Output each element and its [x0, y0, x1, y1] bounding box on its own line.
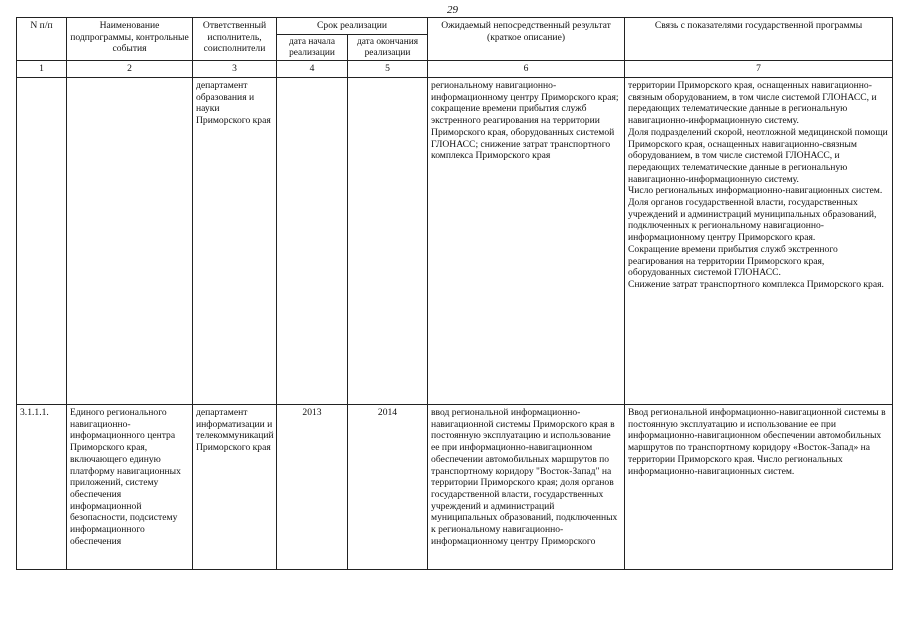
table-row [17, 78, 893, 405]
page-number: 29 [447, 4, 458, 16]
cell-result: ввод региональной информационно-навигационной системы Приморского края в постоянную эксплуатацию и использование ее при информационно-навигационном обеспечении автомобильных маршрутов по транспортному коридору "Восток-Запад" на территории Приморского края; доля органов государственной власти, государственных учреждений и администраций муниципальных образований, подключенных к региональному навигационно-информационному центру Приморского [428, 405, 625, 570]
column-number: 7 [625, 61, 893, 78]
column-number: 4 [277, 61, 348, 78]
header-result: Ожидаемый непосредственный результат (краткое описание) [428, 18, 625, 61]
column-number: 1 [17, 61, 67, 78]
header-name: Наименование подпрограммы, контрольные события [67, 18, 193, 61]
cell-num: 3.1.1.1. [17, 405, 67, 570]
cell-link: Ввод региональной информационно-навигационной системы в постоянную эксплуатацию и использование ее при информационно-навигационном обеспечении автомобильных маршрутов по транспортному коридору «Восток-Запад» на территории Приморского края. Число региональных информационно-навигационных систем. [625, 405, 893, 570]
cell-name [67, 78, 193, 405]
header-row [17, 18, 893, 35]
cell-start [277, 78, 348, 405]
cell-name: Единого регионального навигационно-информационного центра Приморского края, включающего единую платформу навигационных приложений, систему обеспечения информационной безопасности, подсистему информационного обеспечения [67, 405, 193, 570]
header-period: Срок реализации [277, 18, 428, 35]
cell-executor: департамент образования и науки Приморского края [193, 78, 277, 405]
table-row [17, 405, 893, 570]
cell-result: региональному навигационно-информационному центру Приморского края; сокращение времени прибытия служб экстренного реагирования на территории Приморского края, оборудованных системой ГЛОНАСС; снижение затрат транспортного комплекса Приморского края [428, 78, 625, 405]
header-start-date: дата начала реализации [277, 34, 348, 61]
header-link: Связь с показателями государственной программы [625, 18, 893, 61]
program-table [16, 17, 893, 570]
header-num: N п/п [17, 18, 67, 61]
column-number: 2 [67, 61, 193, 78]
cell-link: территории Приморского края, оснащенных навигационно-связным оборудованием, в том числе системой ГЛОНАСС, и передающих телематические данные в региональную навигационно-информационную систему. Доля подразделений скорой, неотложной медицинской помощи Приморского края, оснащенных навигационно-связным оборудованием, в том числе системой ГЛОНАСС, и передающих телематические данные в региональную навигационно-информационную систему. Число региональных информационно-навигационных систем. Доля органов государственной власти, государственных учреждений и администраций муниципальных образований, подключенных к региональному навигационно-информационному центру Приморского края. Сокращение времени прибытия служб экстренного реагирования на территории Приморского края, оборудованных системой ГЛОНАСС. Снижение затрат транспортного комплекса Приморского края. [625, 78, 893, 405]
cell-num [17, 78, 67, 405]
cell-executor: департамент информатизации и телекоммуникаций Приморского края [193, 405, 277, 570]
cell-start: 2013 [277, 405, 348, 570]
column-number: 6 [428, 61, 625, 78]
column-number-row [17, 61, 893, 78]
header-executor: Ответственный исполнитель, соисполнители [193, 18, 277, 61]
column-number: 5 [348, 61, 428, 78]
column-number: 3 [193, 61, 277, 78]
cell-end [348, 78, 428, 405]
cell-end: 2014 [348, 405, 428, 570]
header-end-date: дата окончания реализации [348, 34, 428, 61]
